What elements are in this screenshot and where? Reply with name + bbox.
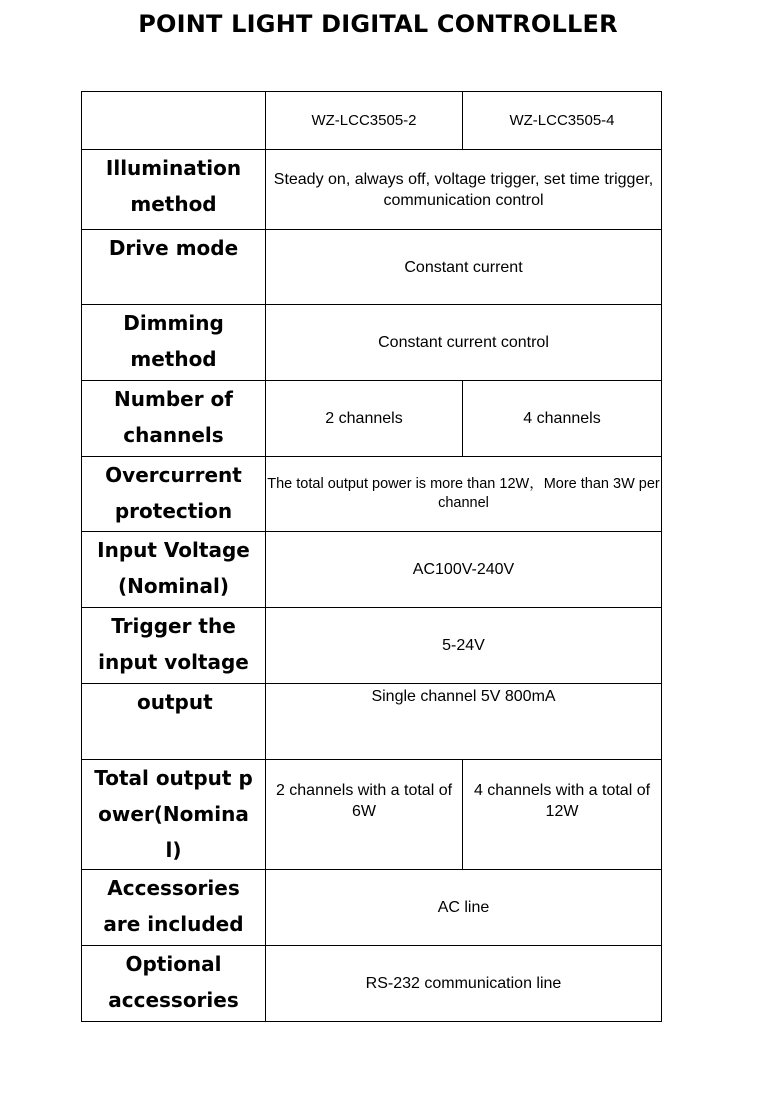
- overcurrent-protection-label: Overcurrent protection: [105, 463, 242, 523]
- drive-mode-value: Constant current: [266, 230, 662, 305]
- illumination-method-label: Illumination method: [105, 156, 242, 216]
- spec-table: [81, 91, 662, 1022]
- output-label: output: [137, 690, 213, 714]
- output-value: Single channel 5V 800mA: [266, 684, 662, 760]
- trigger-input-voltage-label: Trigger the input voltage: [98, 614, 249, 674]
- optional-accessories-label: Optional accessories: [108, 952, 239, 1012]
- total-output-power-label: Total output power(Nominal): [94, 766, 253, 862]
- trigger-input-voltage-value: 5-24V: [266, 608, 662, 684]
- table-row: [82, 532, 662, 608]
- number-of-channels-label: Number of channels: [114, 387, 233, 447]
- dimming-method-value: Constant current control: [266, 305, 662, 381]
- table-row: [82, 608, 662, 684]
- page-title: POINT LIGHT DIGITAL CONTROLLER: [138, 10, 618, 38]
- accessories-included-value: AC line: [266, 870, 662, 946]
- table-row: [82, 305, 662, 381]
- overcurrent-protection-value: The total output power is more than 12W，More than 3W per channel: [266, 457, 662, 532]
- dimming-method-label: Dimming method: [123, 311, 224, 371]
- table-row: [82, 457, 662, 532]
- table-row-header: [82, 92, 662, 150]
- table-row: [82, 381, 662, 457]
- header-empty-cell: [82, 92, 266, 150]
- model-4-header: WZ-LCC3505-4: [463, 92, 662, 150]
- table-row: [82, 870, 662, 946]
- table-row: [82, 760, 662, 870]
- table-row: [82, 150, 662, 230]
- input-voltage-value: AC100V-240V: [266, 532, 662, 608]
- input-voltage-label: Input Voltage (Nominal): [97, 538, 250, 598]
- table-row: [82, 946, 662, 1022]
- optional-accessories-value: RS-232 communication line: [266, 946, 662, 1022]
- model-2-header: WZ-LCC3505-2: [266, 92, 463, 150]
- illumination-method-value: Steady on, always off, voltage trigger, set time trigger, communication control: [266, 150, 662, 230]
- channels-4-value: 4 channels: [463, 381, 662, 457]
- total-power-4-value: 4 channels with a total of 12W: [463, 760, 662, 870]
- accessories-included-label: Accessories are included: [103, 876, 244, 936]
- table-row: [82, 684, 662, 760]
- table-row: [82, 230, 662, 305]
- channels-2-value: 2 channels: [266, 381, 463, 457]
- total-power-2-value: 2 channels with a total of 6W: [266, 760, 463, 870]
- drive-mode-label: Drive mode: [108, 236, 239, 260]
